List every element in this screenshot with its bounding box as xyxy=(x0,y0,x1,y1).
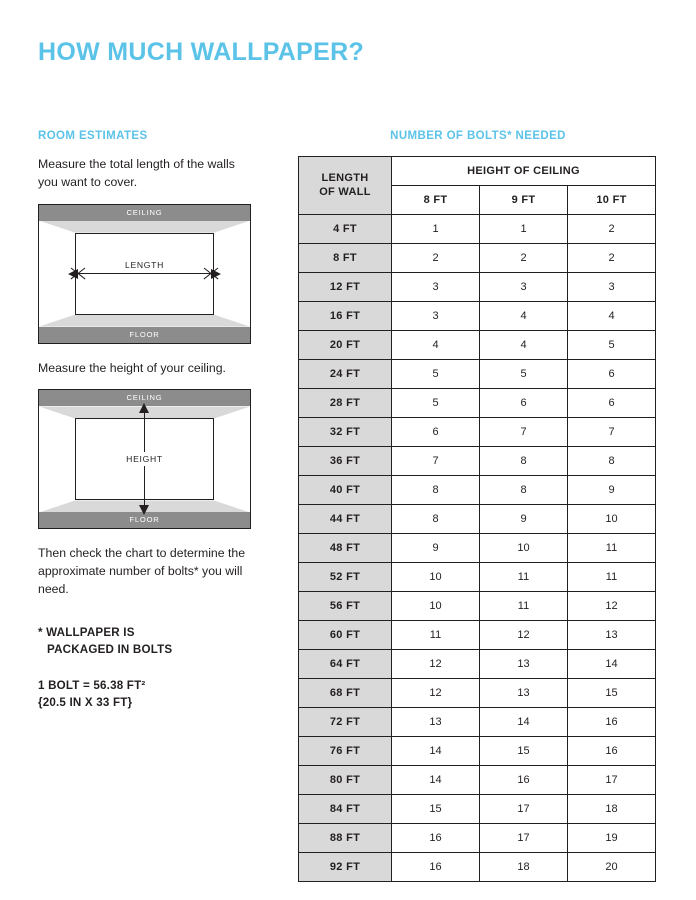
room-floor-plane xyxy=(39,315,250,327)
cell-8ft: 10 xyxy=(392,563,480,592)
cell-10ft: 15 xyxy=(568,679,656,708)
cell-10ft: 2 xyxy=(568,244,656,273)
cell-10ft: 6 xyxy=(568,389,656,418)
cell-9ft: 5 xyxy=(480,360,568,389)
cell-9ft: 7 xyxy=(480,418,568,447)
cell-9ft: 13 xyxy=(480,679,568,708)
row-label: 8 FT xyxy=(299,244,392,273)
bolts-table-head xyxy=(299,157,656,215)
cell-8ft: 8 xyxy=(392,505,480,534)
cell-8ft: 16 xyxy=(392,824,480,853)
row-label: 88 FT xyxy=(299,824,392,853)
cell-10ft: 12 xyxy=(568,592,656,621)
row-label: 16 FT xyxy=(299,302,392,331)
cell-8ft: 9 xyxy=(392,534,480,563)
floor-band-label: FLOOR xyxy=(39,512,250,528)
cell-9ft: 10 xyxy=(480,534,568,563)
bolts-table-column xyxy=(298,130,658,882)
cell-8ft: 15 xyxy=(392,795,480,824)
table-row xyxy=(299,853,656,882)
cell-10ft: 16 xyxy=(568,737,656,766)
cell-8ft: 5 xyxy=(392,360,480,389)
step-1-text: Measure the total length of the walls you want to cover. xyxy=(38,157,235,189)
room-ceiling-plane xyxy=(39,221,250,233)
cell-8ft: 1 xyxy=(392,215,480,244)
table-row xyxy=(299,795,656,824)
row-label: 40 FT xyxy=(299,476,392,505)
row-label: 92 FT xyxy=(299,853,392,882)
bolt-size-note xyxy=(38,677,253,712)
cell-9ft: 6 xyxy=(480,389,568,418)
column-header-9ft: 9 FT xyxy=(480,186,568,215)
cell-8ft: 3 xyxy=(392,273,480,302)
row-label: 80 FT xyxy=(299,766,392,795)
cell-9ft: 4 xyxy=(480,331,568,360)
table-row xyxy=(299,737,656,766)
cell-8ft: 12 xyxy=(392,650,480,679)
cell-10ft: 5 xyxy=(568,331,656,360)
table-row xyxy=(299,447,656,476)
table-row xyxy=(299,679,656,708)
row-label: 20 FT xyxy=(299,331,392,360)
floor-band-label: FLOOR xyxy=(39,327,250,343)
cell-8ft: 2 xyxy=(392,244,480,273)
length-arrow-icon xyxy=(77,273,212,274)
room-estimates-heading: ROOM ESTIMATES xyxy=(38,130,148,142)
row-label: 84 FT xyxy=(299,795,392,824)
length-of-wall-header-line1: LENGTH xyxy=(321,171,369,184)
cell-9ft: 15 xyxy=(480,737,568,766)
bolts-table-heading: NUMBER OF BOLTS* NEEDED xyxy=(390,130,566,142)
cell-9ft: 17 xyxy=(480,795,568,824)
row-label: 52 FT xyxy=(299,563,392,592)
cell-10ft: 18 xyxy=(568,795,656,824)
cell-10ft: 11 xyxy=(568,563,656,592)
cell-10ft: 13 xyxy=(568,621,656,650)
column-header-10ft: 10 FT xyxy=(568,186,656,215)
row-label: 28 FT xyxy=(299,389,392,418)
cell-8ft: 6 xyxy=(392,418,480,447)
cell-8ft: 3 xyxy=(392,302,480,331)
cell-8ft: 8 xyxy=(392,476,480,505)
cell-10ft: 3 xyxy=(568,273,656,302)
height-label: HEIGHT xyxy=(122,452,167,466)
column-header-8ft: 8 FT xyxy=(392,186,480,215)
cell-8ft: 12 xyxy=(392,679,480,708)
cell-9ft: 17 xyxy=(480,824,568,853)
ceiling-band-label: CEILING xyxy=(39,390,250,406)
length-of-wall-header-line2: OF WALL xyxy=(319,185,371,198)
cell-9ft: 12 xyxy=(480,621,568,650)
row-label: 36 FT xyxy=(299,447,392,476)
cell-8ft: 14 xyxy=(392,766,480,795)
cell-10ft: 11 xyxy=(568,534,656,563)
cell-8ft: 11 xyxy=(392,621,480,650)
room-diagram-length xyxy=(38,204,251,344)
bolt-footnote-line2: PACKAGED IN BOLTS xyxy=(47,642,173,656)
row-label: 32 FT xyxy=(299,418,392,447)
bolts-table xyxy=(298,156,656,882)
table-row xyxy=(299,215,656,244)
table-row xyxy=(299,650,656,679)
row-label: 44 FT xyxy=(299,505,392,534)
table-row xyxy=(299,621,656,650)
cell-10ft: 8 xyxy=(568,447,656,476)
cell-9ft: 13 xyxy=(480,650,568,679)
length-endpoint-left-icon xyxy=(69,265,87,283)
cell-8ft: 4 xyxy=(392,331,480,360)
cell-8ft: 16 xyxy=(392,853,480,882)
table-row xyxy=(299,476,656,505)
table-row xyxy=(299,824,656,853)
row-label: 24 FT xyxy=(299,360,392,389)
cell-9ft: 8 xyxy=(480,476,568,505)
bolt-size-dimensions: {20.5 IN X 33 FT} xyxy=(38,695,133,709)
cell-8ft: 10 xyxy=(392,592,480,621)
step-3-text: Then check the chart to determine the approximate number of bolts* you will need. xyxy=(38,546,246,597)
room-diagram-height xyxy=(38,389,251,529)
table-row xyxy=(299,708,656,737)
cell-10ft: 6 xyxy=(568,360,656,389)
table-row xyxy=(299,273,656,302)
table-row xyxy=(299,302,656,331)
cell-8ft: 13 xyxy=(392,708,480,737)
table-row xyxy=(299,360,656,389)
table-row xyxy=(299,563,656,592)
table-row xyxy=(299,418,656,447)
cell-10ft: 17 xyxy=(568,766,656,795)
bolt-size-area: 1 BOLT = 56.38 FT² xyxy=(38,678,146,692)
length-of-wall-header xyxy=(299,157,392,215)
step-2-text: Measure the height of your ceiling. xyxy=(38,360,226,375)
cell-9ft: 11 xyxy=(480,563,568,592)
cell-10ft: 20 xyxy=(568,853,656,882)
cell-10ft: 2 xyxy=(568,215,656,244)
cell-9ft: 8 xyxy=(480,447,568,476)
cell-10ft: 10 xyxy=(568,505,656,534)
table-row xyxy=(299,534,656,563)
table-row xyxy=(299,592,656,621)
row-label: 76 FT xyxy=(299,737,392,766)
cell-10ft: 19 xyxy=(568,824,656,853)
ceiling-band-label: CEILING xyxy=(39,205,250,221)
row-label: 48 FT xyxy=(299,534,392,563)
table-row xyxy=(299,244,656,273)
room-estimates-column xyxy=(38,130,253,711)
cell-10ft: 4 xyxy=(568,302,656,331)
cell-10ft: 14 xyxy=(568,650,656,679)
cell-9ft: 4 xyxy=(480,302,568,331)
cell-10ft: 9 xyxy=(568,476,656,505)
table-row xyxy=(299,766,656,795)
cell-8ft: 5 xyxy=(392,389,480,418)
cell-8ft: 7 xyxy=(392,447,480,476)
length-label: LENGTH xyxy=(115,260,175,270)
table-row xyxy=(299,505,656,534)
cell-9ft: 14 xyxy=(480,708,568,737)
row-label: 60 FT xyxy=(299,621,392,650)
table-header-row-group xyxy=(299,157,656,186)
row-label: 68 FT xyxy=(299,679,392,708)
row-label: 12 FT xyxy=(299,273,392,302)
cell-9ft: 18 xyxy=(480,853,568,882)
cell-9ft: 9 xyxy=(480,505,568,534)
row-label: 72 FT xyxy=(299,708,392,737)
cell-9ft: 16 xyxy=(480,766,568,795)
table-row xyxy=(299,389,656,418)
cell-10ft: 16 xyxy=(568,708,656,737)
cell-8ft: 14 xyxy=(392,737,480,766)
bolt-footnote-line1: * WALLPAPER IS xyxy=(38,625,135,639)
table-row xyxy=(299,331,656,360)
cell-9ft: 3 xyxy=(480,273,568,302)
cell-9ft: 1 xyxy=(480,215,568,244)
row-label: 64 FT xyxy=(299,650,392,679)
length-endpoint-right-icon xyxy=(202,265,220,283)
page-title: HOW MUCH WALLPAPER? xyxy=(38,38,365,66)
cell-9ft: 2 xyxy=(480,244,568,273)
row-label: 56 FT xyxy=(299,592,392,621)
bolts-table-body xyxy=(299,215,656,882)
cell-9ft: 11 xyxy=(480,592,568,621)
cell-10ft: 7 xyxy=(568,418,656,447)
bolt-footnote xyxy=(38,625,253,659)
height-of-ceiling-header: HEIGHT OF CEILING xyxy=(392,157,656,186)
row-label: 4 FT xyxy=(299,215,392,244)
